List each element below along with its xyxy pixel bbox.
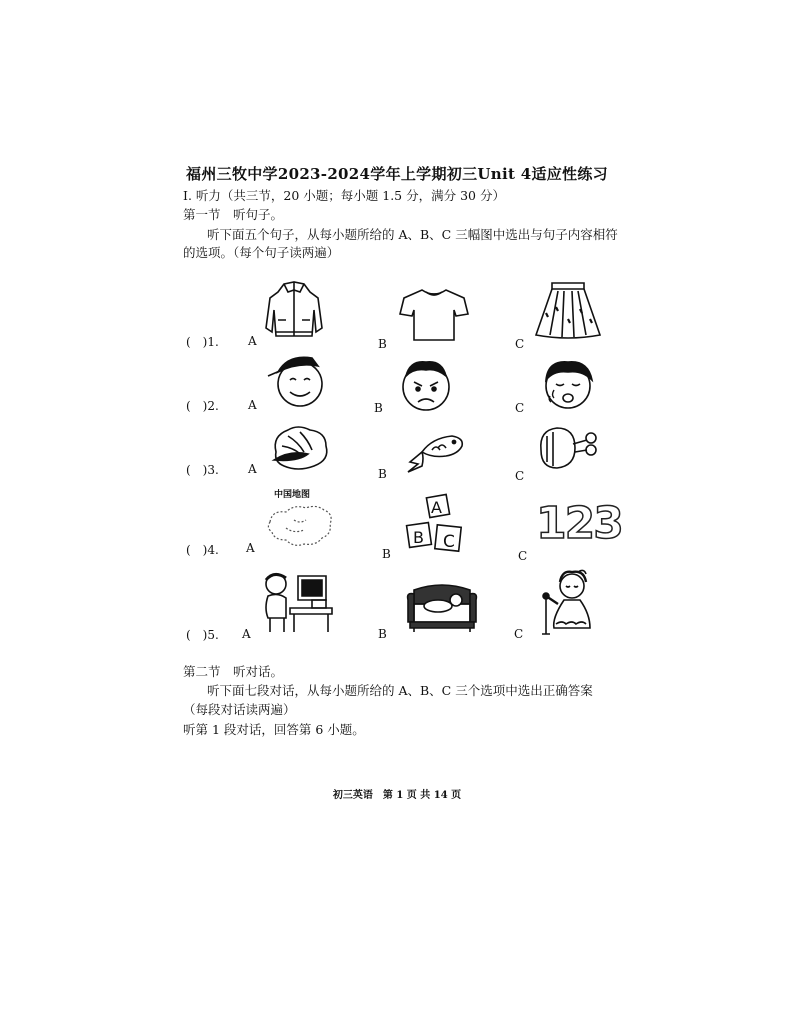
option-5b-label: B <box>378 627 387 641</box>
section-heading: I. 听力（共三节，20 小题；每小题 1.5 分，满分 30 分） <box>183 188 505 203</box>
option-5c-label: C <box>514 627 524 641</box>
page-footer: 初三英语 第 1 页 共 14 页 <box>332 790 462 801</box>
t-shirt-icon <box>398 286 470 344</box>
page-title: 福州三牧中学2023-2024学年上学期初三Unit 4适应性练习 <box>186 165 608 183</box>
numbers-123-icon: 123 <box>536 498 622 549</box>
option-4b-label: B <box>382 547 391 561</box>
person-on-sofa-icon <box>404 578 480 634</box>
part1-heading: 第一节 听句子。 <box>183 207 284 222</box>
angry-boy-face-icon <box>396 356 454 414</box>
boy-at-computer-icon <box>258 568 342 636</box>
option-5a-label: A <box>242 627 251 641</box>
question-1-label: ( )1. <box>186 335 219 349</box>
part1-instruction-line1: 听下面五个句子，从每小题所给的 A、B、C 三幅图中选出与句子内容相符 <box>207 227 618 242</box>
meat-leg-icon <box>535 424 601 474</box>
option-3a-label: A <box>248 462 257 476</box>
china-map-icon <box>264 500 338 552</box>
block-letter-b: B <box>413 528 424 547</box>
option-1a-label: A <box>248 334 257 348</box>
option-1b-label: B <box>378 337 387 351</box>
lettuce-icon <box>268 422 332 472</box>
map-caption: 中国地图 <box>274 490 311 500</box>
option-3c-label: C <box>515 469 525 483</box>
jacket-icon <box>262 280 326 342</box>
girl-singing-icon <box>538 568 600 636</box>
part2-heading: 第二节 听对话。 <box>183 664 284 679</box>
question-3-label: ( )3. <box>186 463 219 477</box>
option-3b-label: B <box>378 467 387 481</box>
block-letter-a: A <box>431 498 442 517</box>
smiling-boy-face-icon <box>266 350 330 410</box>
option-2b-label: B <box>374 401 383 415</box>
dialogue-1-instruction: 听第 1 段对话，回答第 6 小题。 <box>183 722 365 737</box>
option-4a-label: A <box>246 541 255 555</box>
option-2c-label: C <box>515 401 525 415</box>
skirt-icon <box>532 279 604 343</box>
question-2-label: ( )2. <box>186 399 219 413</box>
fish-icon <box>402 428 466 476</box>
part2-instruction-line2: （每段对话读两遍） <box>183 702 296 717</box>
part2-instruction-line1: 听下面七段对话，从每小题所给的 A、B、C 三个选项中选出正确答案 <box>207 683 593 698</box>
block-letter-c: C <box>443 532 455 552</box>
crying-girl-face-icon <box>536 354 600 414</box>
option-4c-label: C <box>518 549 528 563</box>
part1-instruction-line2: 的选项。（每个句子读两遍） <box>183 245 340 260</box>
question-4-label: ( )4. <box>186 543 219 557</box>
option-1c-label: C <box>515 337 525 351</box>
option-2a-label: A <box>248 398 257 412</box>
question-5-label: ( )5. <box>186 628 219 642</box>
